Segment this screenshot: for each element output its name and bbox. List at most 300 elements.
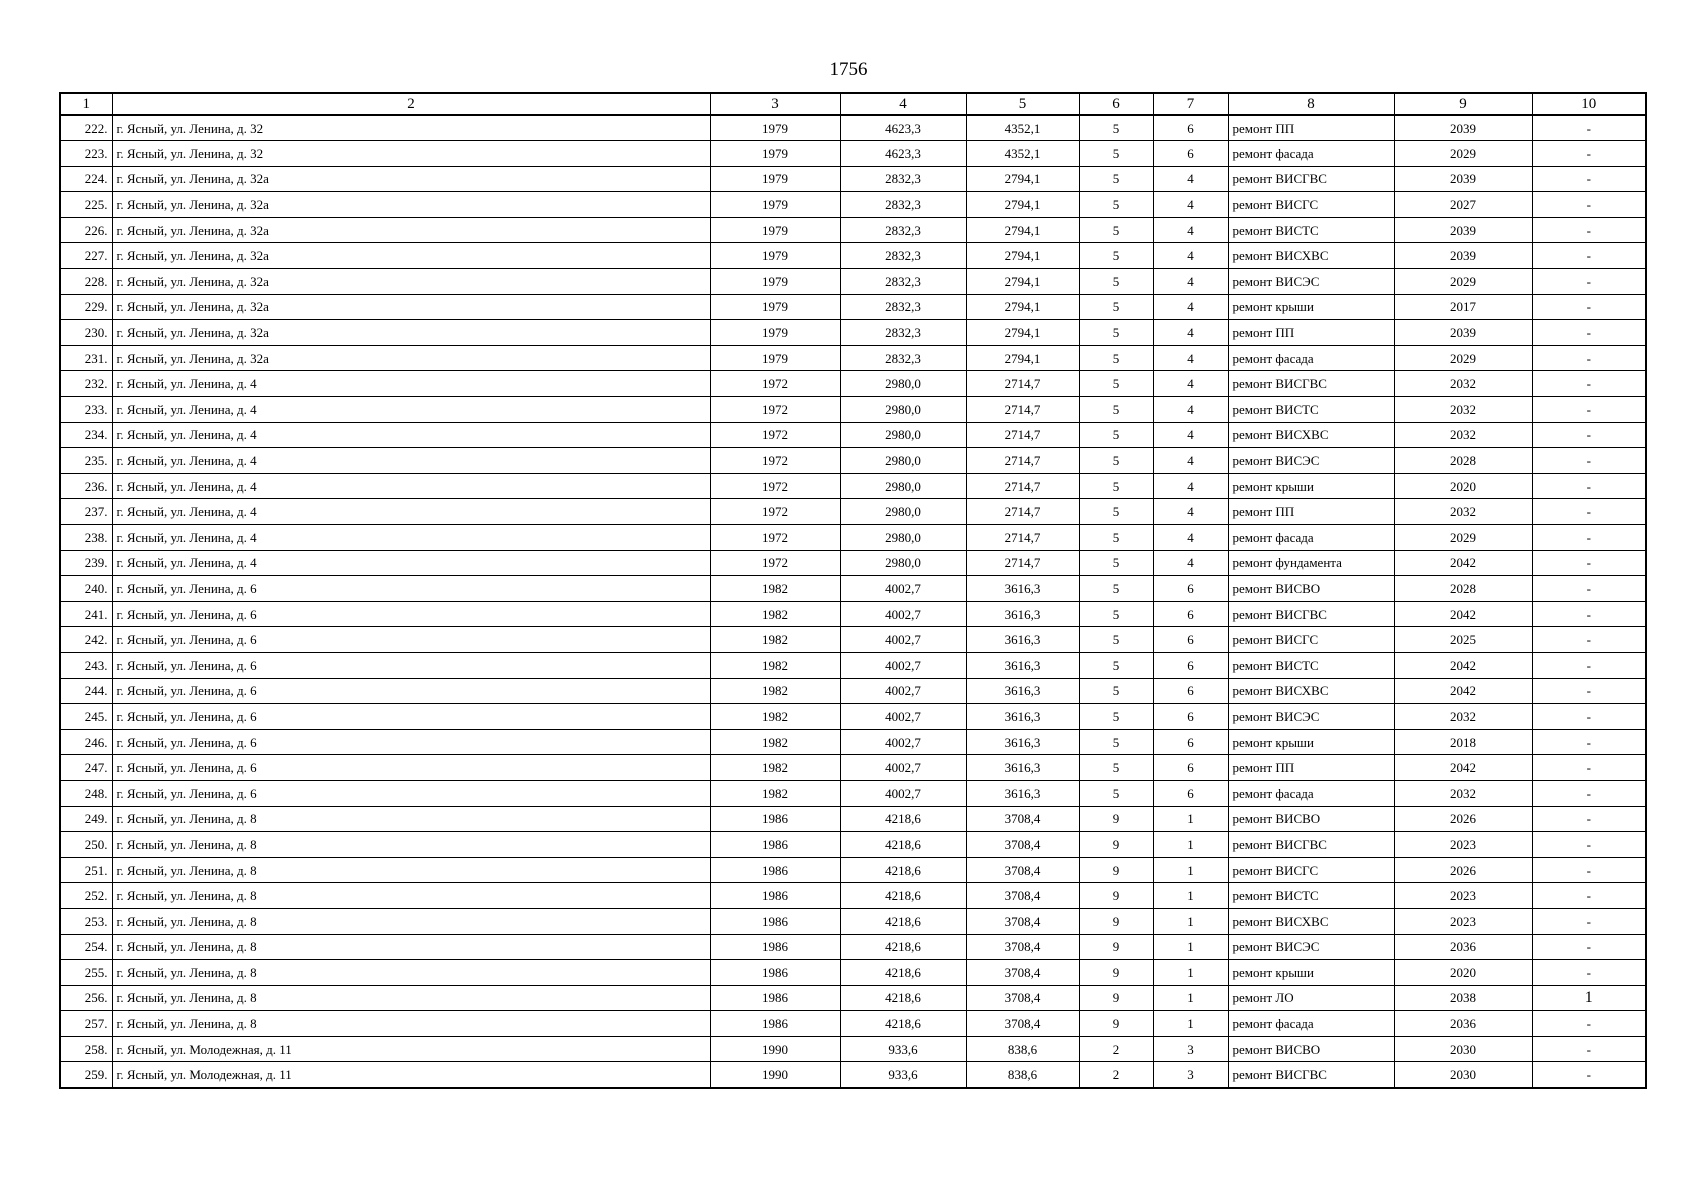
cell-floors: 5: [1079, 448, 1153, 474]
cell-note: -: [1532, 499, 1646, 525]
cell-entrances: 4: [1153, 397, 1228, 423]
cell-work-type: ремонт ВИСЭС: [1228, 269, 1394, 295]
cell-floors: 5: [1079, 499, 1153, 525]
cell-planned-year: 2039: [1394, 217, 1532, 243]
cell-row-number: 251.: [60, 857, 112, 883]
cell-work-type: ремонт крыши: [1228, 473, 1394, 499]
cell-planned-year: 2039: [1394, 320, 1532, 346]
cell-work-type: ремонт ВИСГС: [1228, 857, 1394, 883]
table-row: [60, 345, 1646, 371]
column-header-5: 5: [966, 93, 1079, 115]
cell-entrances: 3: [1153, 1062, 1228, 1088]
cell-year-built: 1986: [710, 806, 840, 832]
cell-total-area: 2980,0: [840, 397, 966, 423]
cell-year-built: 1990: [710, 1062, 840, 1088]
table-row: [60, 371, 1646, 397]
cell-year-built: 1986: [710, 883, 840, 909]
cell-row-number: 242.: [60, 627, 112, 653]
cell-entrances: 4: [1153, 473, 1228, 499]
cell-year-built: 1986: [710, 1011, 840, 1037]
cell-floors: 5: [1079, 115, 1153, 141]
cell-planned-year: 2026: [1394, 806, 1532, 832]
cell-row-number: 224.: [60, 166, 112, 192]
cell-note: -: [1532, 294, 1646, 320]
cell-address: г. Ясный, ул. Ленина, д. 4: [112, 422, 710, 448]
cell-total-area: 4218,6: [840, 806, 966, 832]
cell-entrances: 1: [1153, 832, 1228, 858]
cell-work-type: ремонт фасада: [1228, 1011, 1394, 1037]
cell-floors: 9: [1079, 908, 1153, 934]
cell-living-area: 2714,7: [966, 422, 1079, 448]
cell-floors: 5: [1079, 550, 1153, 576]
cell-row-number: 257.: [60, 1011, 112, 1037]
cell-work-type: ремонт ПП: [1228, 320, 1394, 346]
cell-living-area: 3708,4: [966, 1011, 1079, 1037]
cell-total-area: 2832,3: [840, 294, 966, 320]
cell-planned-year: 2039: [1394, 115, 1532, 141]
cell-entrances: 3: [1153, 1036, 1228, 1062]
cell-floors: 5: [1079, 422, 1153, 448]
cell-floors: 9: [1079, 883, 1153, 909]
cell-address: г. Ясный, ул. Ленина, д. 6: [112, 652, 710, 678]
cell-floors: 5: [1079, 345, 1153, 371]
cell-planned-year: 2032: [1394, 371, 1532, 397]
cell-year-built: 1972: [710, 448, 840, 474]
cell-work-type: ремонт фасада: [1228, 780, 1394, 806]
table-row: [60, 832, 1646, 858]
cell-work-type: ремонт ВИСГВС: [1228, 832, 1394, 858]
cell-work-type: ремонт ПП: [1228, 115, 1394, 141]
cell-floors: 9: [1079, 985, 1153, 1011]
table-row: [60, 422, 1646, 448]
cell-row-number: 244.: [60, 678, 112, 704]
cell-address: г. Ясный, ул. Ленина, д. 8: [112, 883, 710, 909]
cell-row-number: 255.: [60, 960, 112, 986]
cell-total-area: 4218,6: [840, 934, 966, 960]
cell-work-type: ремонт ВИСТС: [1228, 217, 1394, 243]
table-row: [60, 243, 1646, 269]
cell-work-type: ремонт ВИСХВС: [1228, 243, 1394, 269]
cell-total-area: 4002,7: [840, 704, 966, 730]
cell-entrances: 4: [1153, 422, 1228, 448]
cell-work-type: ремонт ВИСВО: [1228, 806, 1394, 832]
cell-row-number: 258.: [60, 1036, 112, 1062]
cell-year-built: 1982: [710, 780, 840, 806]
table-row: [60, 550, 1646, 576]
cell-floors: 5: [1079, 320, 1153, 346]
cell-note: -: [1532, 576, 1646, 602]
cell-work-type: ремонт крыши: [1228, 960, 1394, 986]
cell-row-number: 231.: [60, 345, 112, 371]
cell-note: -: [1532, 652, 1646, 678]
cell-year-built: 1979: [710, 243, 840, 269]
cell-work-type: ремонт фасада: [1228, 345, 1394, 371]
cell-entrances: 4: [1153, 525, 1228, 551]
cell-total-area: 4002,7: [840, 780, 966, 806]
cell-living-area: 3616,3: [966, 704, 1079, 730]
cell-total-area: 4002,7: [840, 678, 966, 704]
cell-year-built: 1972: [710, 550, 840, 576]
cell-row-number: 237.: [60, 499, 112, 525]
cell-row-number: 248.: [60, 780, 112, 806]
cell-row-number: 250.: [60, 832, 112, 858]
cell-living-area: 3708,4: [966, 857, 1079, 883]
cell-address: г. Ясный, ул. Ленина, д. 6: [112, 729, 710, 755]
cell-total-area: 4218,6: [840, 985, 966, 1011]
table-row: [60, 908, 1646, 934]
cell-note: -: [1532, 832, 1646, 858]
cell-living-area: 2794,1: [966, 217, 1079, 243]
cell-floors: 5: [1079, 217, 1153, 243]
cell-note: -: [1532, 704, 1646, 730]
cell-year-built: 1986: [710, 857, 840, 883]
cell-living-area: 3616,3: [966, 729, 1079, 755]
cell-entrances: 4: [1153, 550, 1228, 576]
cell-living-area: 2714,7: [966, 550, 1079, 576]
cell-total-area: 4623,3: [840, 115, 966, 141]
cell-planned-year: 2042: [1394, 678, 1532, 704]
cell-work-type: ремонт ВИСТС: [1228, 883, 1394, 909]
cell-planned-year: 2042: [1394, 652, 1532, 678]
cell-address: г. Ясный, ул. Ленина, д. 4: [112, 499, 710, 525]
cell-planned-year: 2039: [1394, 243, 1532, 269]
cell-address: г. Ясный, ул. Ленина, д. 32: [112, 115, 710, 141]
cell-note: -: [1532, 371, 1646, 397]
cell-work-type: ремонт ПП: [1228, 499, 1394, 525]
cell-floors: 5: [1079, 780, 1153, 806]
cell-floors: 2: [1079, 1036, 1153, 1062]
cell-entrances: 4: [1153, 448, 1228, 474]
column-header-8: 8: [1228, 93, 1394, 115]
cell-planned-year: 2032: [1394, 499, 1532, 525]
cell-address: г. Ясный, ул. Ленина, д. 32а: [112, 345, 710, 371]
cell-total-area: 4623,3: [840, 141, 966, 167]
cell-address: г. Ясный, ул. Молодежная, д. 11: [112, 1036, 710, 1062]
table-row: [60, 704, 1646, 730]
cell-row-number: 252.: [60, 883, 112, 909]
cell-living-area: 3616,3: [966, 627, 1079, 653]
cell-address: г. Ясный, ул. Ленина, д. 8: [112, 908, 710, 934]
cell-address: г. Ясный, ул. Ленина, д. 32а: [112, 294, 710, 320]
cell-total-area: 2832,3: [840, 269, 966, 295]
cell-floors: 5: [1079, 678, 1153, 704]
table-row: [60, 499, 1646, 525]
cell-note: -: [1532, 806, 1646, 832]
cell-entrances: 6: [1153, 576, 1228, 602]
cell-floors: 5: [1079, 371, 1153, 397]
cell-year-built: 1982: [710, 627, 840, 653]
cell-address: г. Ясный, ул. Ленина, д. 6: [112, 678, 710, 704]
cell-planned-year: 2027: [1394, 192, 1532, 218]
cell-note: -: [1532, 934, 1646, 960]
cell-planned-year: 2020: [1394, 960, 1532, 986]
cell-living-area: 2794,1: [966, 320, 1079, 346]
cell-address: г. Ясный, ул. Ленина, д. 8: [112, 857, 710, 883]
cell-living-area: 3616,3: [966, 780, 1079, 806]
cell-row-number: 240.: [60, 576, 112, 602]
cell-floors: 9: [1079, 857, 1153, 883]
cell-living-area: 3616,3: [966, 601, 1079, 627]
cell-floors: 5: [1079, 473, 1153, 499]
cell-planned-year: 2030: [1394, 1036, 1532, 1062]
cell-living-area: 2794,1: [966, 243, 1079, 269]
cell-floors: 5: [1079, 704, 1153, 730]
cell-address: г. Ясный, ул. Ленина, д. 32а: [112, 217, 710, 243]
cell-row-number: 253.: [60, 908, 112, 934]
cell-living-area: 3708,4: [966, 960, 1079, 986]
cell-entrances: 4: [1153, 499, 1228, 525]
cell-note: -: [1532, 243, 1646, 269]
table-row: [60, 166, 1646, 192]
table-row: [60, 576, 1646, 602]
cell-floors: 5: [1079, 729, 1153, 755]
cell-row-number: 234.: [60, 422, 112, 448]
table-row: [60, 141, 1646, 167]
cell-total-area: 4002,7: [840, 755, 966, 781]
cell-row-number: 256.: [60, 985, 112, 1011]
cell-work-type: ремонт ПП: [1228, 755, 1394, 781]
cell-living-area: 3616,3: [966, 678, 1079, 704]
cell-total-area: 2980,0: [840, 422, 966, 448]
cell-row-number: 239.: [60, 550, 112, 576]
cell-entrances: 6: [1153, 601, 1228, 627]
cell-work-type: ремонт ВИСТС: [1228, 652, 1394, 678]
column-header-9: 9: [1394, 93, 1532, 115]
cell-entrances: 4: [1153, 320, 1228, 346]
cell-living-area: 2714,7: [966, 525, 1079, 551]
cell-note: -: [1532, 166, 1646, 192]
cell-living-area: 838,6: [966, 1062, 1079, 1088]
cell-planned-year: 2025: [1394, 627, 1532, 653]
cell-total-area: 4218,6: [840, 857, 966, 883]
cell-address: г. Ясный, ул. Ленина, д. 32а: [112, 243, 710, 269]
cell-planned-year: 2028: [1394, 448, 1532, 474]
column-header-2: 2: [112, 93, 710, 115]
header-row: [60, 93, 1646, 115]
cell-total-area: 2832,3: [840, 166, 966, 192]
cell-address: г. Ясный, ул. Ленина, д. 8: [112, 934, 710, 960]
cell-year-built: 1979: [710, 192, 840, 218]
cell-entrances: 4: [1153, 294, 1228, 320]
cell-floors: 5: [1079, 652, 1153, 678]
cell-note: -: [1532, 345, 1646, 371]
cell-floors: 5: [1079, 192, 1153, 218]
cell-living-area: 2714,7: [966, 371, 1079, 397]
cell-total-area: 2980,0: [840, 550, 966, 576]
table-row: [60, 755, 1646, 781]
cell-address: г. Ясный, ул. Ленина, д. 8: [112, 832, 710, 858]
table-row: [60, 115, 1646, 141]
cell-living-area: 2714,7: [966, 499, 1079, 525]
cell-total-area: 4218,6: [840, 1011, 966, 1037]
cell-floors: 5: [1079, 755, 1153, 781]
cell-work-type: ремонт ВИСЭС: [1228, 934, 1394, 960]
cell-floors: 5: [1079, 576, 1153, 602]
cell-year-built: 1982: [710, 652, 840, 678]
cell-entrances: 1: [1153, 985, 1228, 1011]
cell-year-built: 1986: [710, 832, 840, 858]
cell-entrances: 1: [1153, 960, 1228, 986]
cell-address: г. Ясный, ул. Молодежная, д. 11: [112, 1062, 710, 1088]
cell-planned-year: 2042: [1394, 550, 1532, 576]
cell-row-number: 235.: [60, 448, 112, 474]
cell-year-built: 1986: [710, 908, 840, 934]
cell-year-built: 1986: [710, 960, 840, 986]
cell-year-built: 1979: [710, 166, 840, 192]
cell-planned-year: 2029: [1394, 269, 1532, 295]
cell-floors: 5: [1079, 141, 1153, 167]
cell-work-type: ремонт ВИСХВС: [1228, 422, 1394, 448]
cell-total-area: 4002,7: [840, 729, 966, 755]
cell-row-number: 247.: [60, 755, 112, 781]
cell-row-number: 233.: [60, 397, 112, 423]
cell-floors: 2: [1079, 1062, 1153, 1088]
cell-address: г. Ясный, ул. Ленина, д. 8: [112, 960, 710, 986]
cell-entrances: 4: [1153, 243, 1228, 269]
cell-living-area: 3616,3: [966, 576, 1079, 602]
table-row: [60, 883, 1646, 909]
cell-living-area: 3616,3: [966, 652, 1079, 678]
cell-living-area: 3708,4: [966, 832, 1079, 858]
cell-address: г. Ясный, ул. Ленина, д. 32а: [112, 166, 710, 192]
cell-planned-year: 2029: [1394, 345, 1532, 371]
cell-entrances: 4: [1153, 192, 1228, 218]
cell-entrances: 6: [1153, 627, 1228, 653]
cell-row-number: 228.: [60, 269, 112, 295]
cell-floors: 9: [1079, 960, 1153, 986]
table-row: [60, 217, 1646, 243]
table-row: [60, 294, 1646, 320]
cell-entrances: 4: [1153, 217, 1228, 243]
cell-row-number: 238.: [60, 525, 112, 551]
cell-entrances: 1: [1153, 934, 1228, 960]
cell-living-area: 3708,4: [966, 883, 1079, 909]
cell-entrances: 6: [1153, 780, 1228, 806]
table-row: [60, 448, 1646, 474]
cell-total-area: 4218,6: [840, 832, 966, 858]
cell-work-type: ремонт фундамента: [1228, 550, 1394, 576]
cell-row-number: 229.: [60, 294, 112, 320]
cell-planned-year: 2023: [1394, 883, 1532, 909]
cell-note: -: [1532, 192, 1646, 218]
cell-note: -: [1532, 115, 1646, 141]
cell-work-type: ремонт фасада: [1228, 141, 1394, 167]
cell-year-built: 1972: [710, 422, 840, 448]
cell-work-type: ремонт ВИСГВС: [1228, 601, 1394, 627]
cell-work-type: ремонт ЛО: [1228, 985, 1394, 1011]
column-header-10: 10: [1532, 93, 1646, 115]
cell-address: г. Ясный, ул. Ленина, д. 6: [112, 755, 710, 781]
cell-entrances: 6: [1153, 704, 1228, 730]
cell-living-area: 3708,4: [966, 985, 1079, 1011]
cell-planned-year: 2032: [1394, 397, 1532, 423]
cell-work-type: ремонт ВИСХВС: [1228, 908, 1394, 934]
cell-living-area: 2714,7: [966, 448, 1079, 474]
table-row: [60, 1062, 1646, 1088]
cell-planned-year: 2029: [1394, 141, 1532, 167]
cell-address: г. Ясный, ул. Ленина, д. 6: [112, 780, 710, 806]
column-header-6: 6: [1079, 93, 1153, 115]
table-row: [60, 857, 1646, 883]
cell-planned-year: 2038: [1394, 985, 1532, 1011]
cell-total-area: 2980,0: [840, 525, 966, 551]
cell-address: г. Ясный, ул. Ленина, д. 4: [112, 371, 710, 397]
cell-address: г. Ясный, ул. Ленина, д. 8: [112, 806, 710, 832]
cell-living-area: 2794,1: [966, 345, 1079, 371]
cell-address: г. Ясный, ул. Ленина, д. 32а: [112, 320, 710, 346]
cell-row-number: 241.: [60, 601, 112, 627]
cell-row-number: 236.: [60, 473, 112, 499]
cell-living-area: 2794,1: [966, 192, 1079, 218]
cell-floors: 5: [1079, 627, 1153, 653]
cell-work-type: ремонт крыши: [1228, 729, 1394, 755]
cell-planned-year: 2036: [1394, 934, 1532, 960]
cell-note: -: [1532, 627, 1646, 653]
cell-row-number: 230.: [60, 320, 112, 346]
cell-floors: 9: [1079, 1011, 1153, 1037]
cell-note: -: [1532, 780, 1646, 806]
cell-row-number: 225.: [60, 192, 112, 218]
cell-entrances: 1: [1153, 883, 1228, 909]
cell-work-type: ремонт ВИСЭС: [1228, 448, 1394, 474]
cell-total-area: 2832,3: [840, 217, 966, 243]
cell-year-built: 1979: [710, 345, 840, 371]
cell-year-built: 1972: [710, 525, 840, 551]
cell-floors: 5: [1079, 397, 1153, 423]
cell-note: -: [1532, 883, 1646, 909]
cell-entrances: 4: [1153, 269, 1228, 295]
cell-address: г. Ясный, ул. Ленина, д. 8: [112, 1011, 710, 1037]
table-row: [60, 627, 1646, 653]
cell-entrances: 6: [1153, 755, 1228, 781]
cell-total-area: 4002,7: [840, 576, 966, 602]
cell-note: -: [1532, 678, 1646, 704]
cell-total-area: 4218,6: [840, 883, 966, 909]
cell-entrances: 4: [1153, 166, 1228, 192]
cell-year-built: 1979: [710, 320, 840, 346]
cell-planned-year: 2032: [1394, 780, 1532, 806]
cell-year-built: 1986: [710, 985, 840, 1011]
cell-planned-year: 2042: [1394, 755, 1532, 781]
cell-floors: 9: [1079, 832, 1153, 858]
cell-floors: 5: [1079, 243, 1153, 269]
cell-row-number: 259.: [60, 1062, 112, 1088]
cell-living-area: 2714,7: [966, 397, 1079, 423]
cell-address: г. Ясный, ул. Ленина, д. 6: [112, 601, 710, 627]
cell-floors: 9: [1079, 934, 1153, 960]
cell-entrances: 1: [1153, 806, 1228, 832]
cell-total-area: 2980,0: [840, 371, 966, 397]
table-header: [60, 93, 1646, 115]
cell-year-built: 1972: [710, 397, 840, 423]
cell-note: -: [1532, 217, 1646, 243]
cell-work-type: ремонт ВИСТС: [1228, 397, 1394, 423]
table-row: [60, 985, 1646, 1011]
cell-entrances: 6: [1153, 652, 1228, 678]
column-header-4: 4: [840, 93, 966, 115]
cell-address: г. Ясный, ул. Ленина, д. 32а: [112, 269, 710, 295]
cell-row-number: 227.: [60, 243, 112, 269]
cell-planned-year: 2018: [1394, 729, 1532, 755]
cell-floors: 5: [1079, 525, 1153, 551]
cell-note: -: [1532, 755, 1646, 781]
cell-row-number: 249.: [60, 806, 112, 832]
cell-address: г. Ясный, ул. Ленина, д. 4: [112, 473, 710, 499]
cell-address: г. Ясный, ул. Ленина, д. 6: [112, 704, 710, 730]
cell-living-area: 3708,4: [966, 934, 1079, 960]
cell-year-built: 1982: [710, 601, 840, 627]
cell-total-area: 933,6: [840, 1036, 966, 1062]
